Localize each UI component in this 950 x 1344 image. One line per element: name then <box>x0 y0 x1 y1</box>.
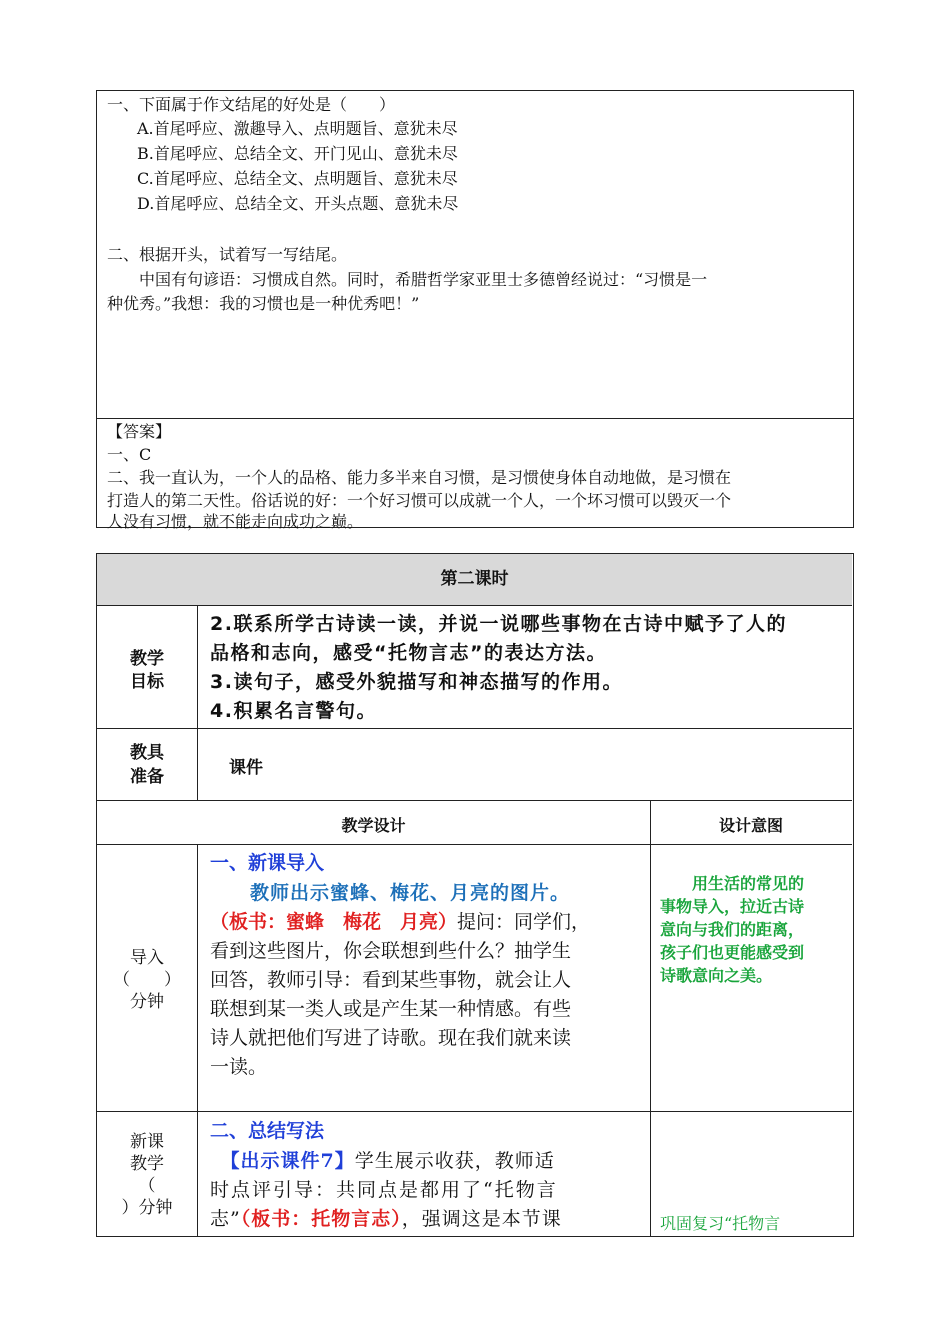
objectives-label-1: 教学 <box>130 649 164 669</box>
exercise-box <box>96 90 854 531</box>
q1-stem: 一、下面属于作文结尾的好处是（ ） <box>107 95 396 114</box>
lesson-header: 第二课时 <box>97 554 852 605</box>
q2-stem: 二、根据开头，试着写一写结尾。 <box>107 245 348 264</box>
answer-2-line2: 打造人的第二天性。俗话说的好：一个好习惯可以成就一个人，一个坏习惯可以毁灭一个 <box>107 491 732 510</box>
q1-option-c: C.首尾呼应、总结全文、点明题旨、意犹未尽 <box>137 169 458 188</box>
lesson-table <box>96 553 854 1237</box>
newlesson-row <box>97 1111 852 1236</box>
answer-2-line3: 人没有习惯，就不能走向成功之巅。 <box>107 512 364 531</box>
q2-text-line2: 种优秀。”我想：我的习惯也是一种优秀吧！” <box>107 294 420 313</box>
intro-intent-3: 意向与我们的距离， <box>660 920 805 939</box>
q2-text-line1: 中国有句谚语：习惯成自然。同时，希腊哲学家亚里士多德曾经说过：“习惯是一 <box>107 270 708 289</box>
intro-intent-2: 事物导入，拉近古诗 <box>660 897 805 916</box>
intro-line-1: 教师出示蜜蜂、梅花、月亮的图片。 <box>210 882 571 904</box>
newlesson-label-3: （ <box>138 1176 156 1196</box>
intro-label-2: （ ） <box>113 970 181 990</box>
intro-intent-5: 诗歌意向之美。 <box>660 966 773 985</box>
intro-heading: 一、新课导入 <box>210 852 325 874</box>
intro-line-2-rest: 提问：同学们， <box>457 911 591 933</box>
q1-option-b: B.首尾呼应、总结全文、开门见山、意犹未尽 <box>137 144 458 163</box>
tools-row <box>97 728 852 800</box>
newlesson-label-2: 教学 <box>130 1154 164 1174</box>
intro-line-7: 一读。 <box>210 1056 268 1078</box>
objectives-label-2: 目标 <box>130 672 164 692</box>
answer-1: 一、C <box>107 445 152 464</box>
intro-label-3: 分钟 <box>130 992 164 1012</box>
intro-line-3: 看到这些图片，你会联想到些什么？抽学生 <box>210 940 572 962</box>
intro-line-6: 诗人就把他们写进了诗歌。现在我们就来读 <box>210 1027 572 1049</box>
answer-2-line1: 二、我一直认为，一个人的品格、能力多半来自习惯，是习惯使身体自动地做，是习惯在 <box>107 468 732 487</box>
intro-label-1: 导入 <box>130 948 164 968</box>
tools-label-2: 准备 <box>130 767 164 787</box>
newlesson-intent: 巩固复习“托物言 <box>660 1214 781 1233</box>
newlesson-label-1: 新课 <box>130 1132 164 1152</box>
objective-line-2: 品格和志向，感受“托物言志”的表达方法。 <box>210 642 607 664</box>
intent-header: 设计意图 <box>718 816 783 835</box>
objectives-row <box>97 605 852 728</box>
newlesson-heading: 二、总结写法 <box>210 1120 325 1142</box>
courseware-tag: 【出示课件7】 <box>230 1150 355 1172</box>
intro-line-4: 回答，教师引导：看到某些事物，就会让人 <box>210 969 572 991</box>
intro-intent-4: 孩子们也更能感受到 <box>660 943 805 962</box>
tools-value: 课件 <box>229 758 263 778</box>
intro-line-2 <box>210 908 590 938</box>
objective-line-4: 4.积累名言警句。 <box>210 700 377 722</box>
objective-line-3: 3.读句子，感受外貌描写和神态描写的作用。 <box>210 671 623 693</box>
newlesson-line-3 <box>210 1205 562 1235</box>
answer-title: 【答案】 <box>107 422 172 441</box>
newlesson-board: （板书：托物言志） <box>240 1208 402 1230</box>
q1-option-d: D.首尾呼应、总结全文、开头点题、意犹未尽 <box>137 194 459 213</box>
objective-line-1: 2.联系所学古诗读一读，并说一说哪些事物在古诗中赋予了人的 <box>210 613 787 635</box>
tools-label-1: 教具 <box>130 743 164 763</box>
q1-option-a: A.首尾呼应、激趣导入、点明题旨、意犹未尽 <box>137 119 458 138</box>
intro-line-5: 联想到某一类人或是产生某一种情感。有些 <box>210 998 572 1020</box>
intro-board: （板书：蜜蜂 梅花 月亮） <box>210 911 458 933</box>
intro-intent-1: 用生活的常见的 <box>660 874 805 893</box>
newlesson-line-1-rest: 学生展示收获，教师适 <box>354 1150 555 1172</box>
newlesson-line-3-start: 志” <box>210 1208 241 1230</box>
newlesson-line-2: 时点评引导：共同点是都用了“托物言 <box>210 1179 558 1201</box>
newlesson-line-3-rest: ，强调这是本节课 <box>401 1208 562 1230</box>
column-header-row <box>97 800 852 844</box>
intro-row <box>97 844 852 1111</box>
divider <box>97 418 853 419</box>
newlesson-line-1 <box>210 1147 555 1177</box>
newlesson-label-4: ）分钟 <box>121 1198 173 1218</box>
design-header: 教学设计 <box>341 816 406 835</box>
